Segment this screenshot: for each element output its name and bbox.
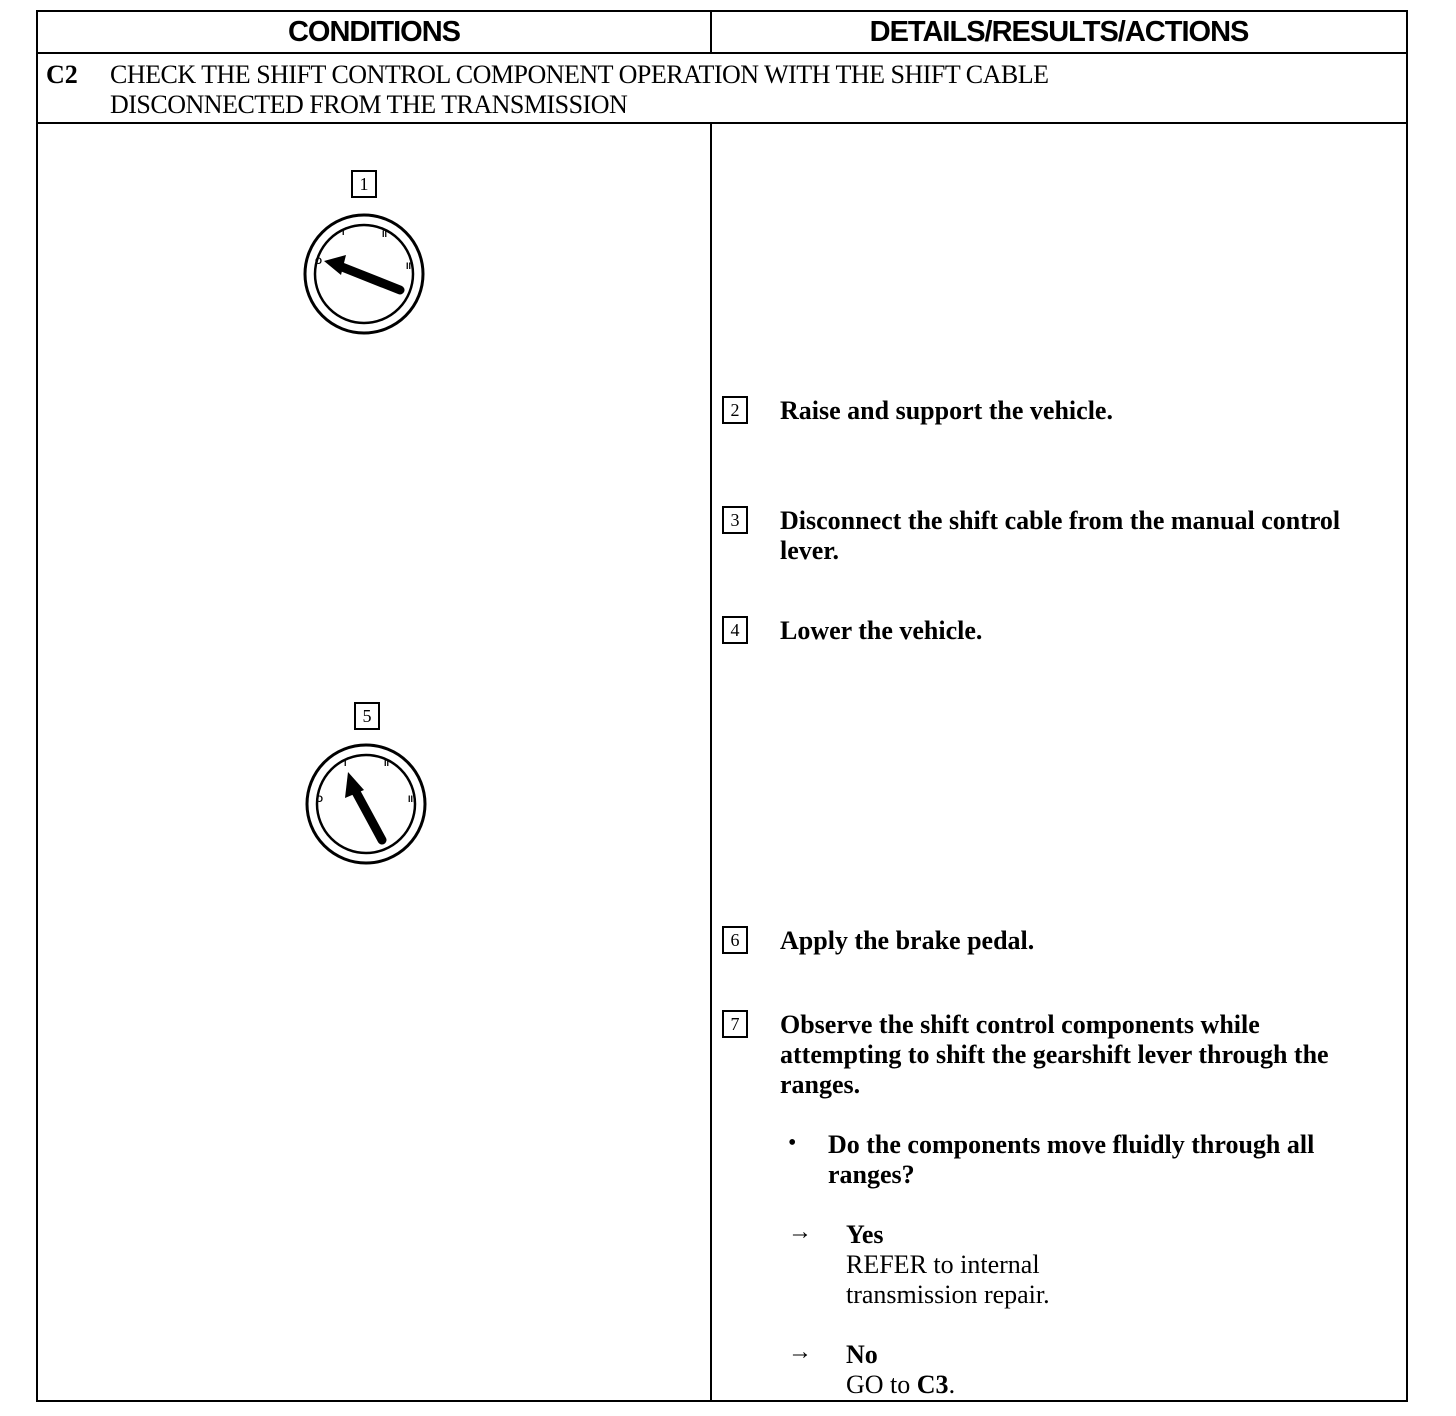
step-7-line1: Observe the shift control components while <box>780 1010 1260 1039</box>
question-text <box>828 1130 1388 1190</box>
arrow-right-icon: → <box>788 1219 812 1245</box>
ignition-dial-acc-icon <box>304 742 428 866</box>
dial-label-iii: III <box>408 794 416 804</box>
step-number-3: 3 <box>722 506 748 534</box>
dial-label-o: O <box>316 794 324 804</box>
outcome-yes-label: Yes <box>846 1220 884 1249</box>
question-line2: ranges? <box>828 1160 915 1189</box>
step-7-line2: attempting to shift the gearshift lever through the <box>780 1040 1329 1069</box>
dial-label-i: I <box>342 227 345 237</box>
step-number-2: 2 <box>722 396 748 424</box>
header-column-divider <box>710 12 712 54</box>
outcome-no-label: No <box>846 1340 878 1369</box>
step-3-line2: lever. <box>780 536 839 565</box>
step-6-text: Apply the brake pedal. <box>780 926 1035 955</box>
outcome-no-prefix: GO to <box>846 1370 917 1399</box>
outcome-yes <box>846 1220 1346 1310</box>
outcome-no-suffix: . <box>948 1370 956 1399</box>
header-divider <box>38 52 1406 54</box>
step-4-text: Lower the vehicle. <box>780 616 983 645</box>
step-3-line1: Disconnect the shift cable from the manual control <box>780 506 1341 535</box>
step-7-line3: ranges. <box>780 1070 861 1099</box>
bullet-icon: • <box>788 1130 797 1156</box>
arrow-right-icon: → <box>788 1339 812 1365</box>
step-code: C2 <box>46 60 78 89</box>
step-title-line1: CHECK THE SHIFT CONTROL COMPONENT OPERATION WITH THE SHIFT CABLE <box>110 60 1049 89</box>
question-line1: Do the components move fluidly through all <box>828 1130 1315 1159</box>
outcome-no <box>846 1340 1346 1400</box>
procedure-table <box>36 10 1408 1402</box>
dial-label-iii: III <box>406 261 414 271</box>
step-title <box>110 60 1290 120</box>
column-divider <box>710 124 712 1400</box>
dial-label-ii: II <box>382 229 388 239</box>
outcome-yes-line2: transmission repair. <box>846 1280 1050 1309</box>
outcome-no-target[interactable]: C3 <box>916 1370 949 1399</box>
step-7-text <box>780 1010 1400 1100</box>
details-header: DETAILS/RESULTS/ACTIONS <box>869 15 1249 48</box>
dial-label-o: O <box>315 256 323 266</box>
dial-label-i: I <box>344 758 347 768</box>
step-title-line2: DISCONNECTED FROM THE TRANSMISSION <box>110 90 628 119</box>
conditions-header: CONDITIONS <box>287 15 461 48</box>
step-3-text <box>780 506 1400 566</box>
step-2-text: Raise and support the vehicle. <box>780 396 1113 425</box>
ignition-dial-off-icon <box>302 212 426 336</box>
outcome-yes-line1: REFER to internal <box>846 1250 1040 1279</box>
outcome-no-action <box>846 1370 1346 1400</box>
title-divider <box>38 122 1406 124</box>
dial-label-ii: II <box>384 758 390 768</box>
illustration-number-1: 1 <box>351 170 377 198</box>
step-number-4: 4 <box>722 616 748 644</box>
illustration-number-5: 5 <box>354 702 380 730</box>
step-number-6: 6 <box>722 926 748 954</box>
step-number-7: 7 <box>722 1010 748 1038</box>
